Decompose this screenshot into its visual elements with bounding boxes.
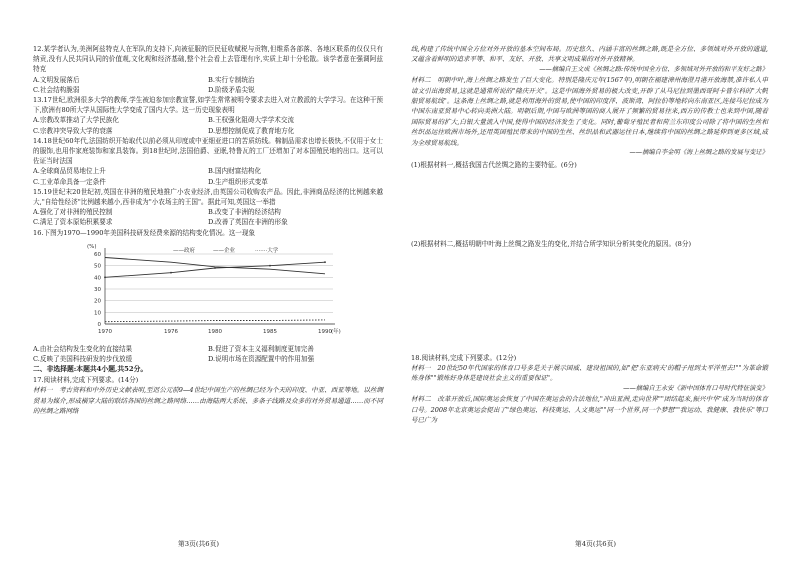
option-a: A.全球商品贸易地位上升: [33, 167, 106, 176]
option-d: D.说明市场在资源配置中的作用加强: [208, 355, 315, 364]
y-tick-label: 50: [94, 263, 101, 270]
question-18-stem: 18.阅读材料,完成下列要求。(12分): [411, 353, 517, 362]
section-heading: 二、非选择题:本题共4小题,共52分。: [33, 365, 148, 374]
series-point: [214, 267, 216, 269]
option-c: C.社会结构脆弱: [33, 85, 80, 94]
question-14-stem: 14.18世纪60年代,法国纺织开始取代以前必须从印度或中亚细亚进口的苦质纺线。棉制品需求也增长极快,不仅用于女士的服饰,也用作家庭装饰和家具装饰。到18世纪时,法国伯爵、亚眠,特鲁瓦的工厂还增加了对本国殖民地的出口。这可以佐证当时法国: [33, 136, 383, 166]
option-d: D.生产组织形式变革: [208, 177, 268, 186]
legend-entry: ·······大学: [255, 247, 279, 254]
series-point: [170, 272, 172, 274]
page-footer: 第4页(共6页): [574, 540, 617, 548]
x-tick-label: 1970: [98, 328, 112, 335]
option-d: D.阶级矛盾尖锐: [208, 85, 255, 94]
y-tick-label: 40: [94, 275, 101, 282]
answer-space-2: [411, 249, 768, 353]
question-15-options: [33, 207, 383, 227]
y-tick-label: 0: [97, 321, 101, 328]
question-16-stem: 16.下图为1970—1990年美国科技研发经费来源的结构变化情况。这一现象: [33, 228, 256, 237]
question-13-options: [33, 115, 383, 135]
option-b: B.国内财富结构化: [208, 167, 262, 176]
y-tick-label: 20: [94, 298, 101, 305]
material-2-source: ——摘编自李金明《海上丝绸之路的发展与变迁》: [629, 149, 768, 157]
option-b: B.改变了非洲的经济结构: [208, 208, 281, 217]
question-12-options: [33, 75, 383, 95]
y-tick-label: 10: [94, 310, 101, 317]
x-tick-label: 1980: [208, 328, 222, 335]
material-1-source: ——摘编自王文成《丝绸之路:传统中国全方位、多领域对外开放的和平友好之路》: [539, 65, 768, 73]
option-d: D.改善了英国在非洲的形象: [208, 218, 288, 227]
option-c: C.宗教冲突导致大学的衰落: [33, 126, 113, 135]
funding-line-chart: [33, 240, 363, 340]
question-17-part-2: (2)根据材料二,概括明朝中叶海上丝绸之路发生的变化,并结合所学知识分析其变化的原因。(8分): [411, 239, 692, 248]
y-tick-label: 60: [94, 251, 101, 258]
question-16-options: [33, 344, 383, 364]
answer-space-1: [411, 171, 768, 239]
question-18-source: ——摘编自王永安《新中国体育口号时代特征演变》: [623, 384, 768, 392]
question-14-options: [33, 166, 383, 186]
x-tick-label: 1990: [318, 328, 332, 335]
page-footer: 第3页(共6页): [177, 540, 220, 548]
series-line-2: [105, 262, 325, 277]
option-b: B.王权强化阻碍大学学术交流: [208, 116, 295, 125]
question-15-stem: 15.19世纪末20世纪初,英国在非洲的殖民地推广小农业经济,由英国公司收购农产品。因此,非洲商品经济的比例越来越大,"自给性经济"比例越来越小,西非成为"小农场主的王国"。据此可知,英国这一举措: [33, 187, 383, 207]
option-a: A.强化了对非洲的殖民控制: [33, 208, 113, 217]
option-a: A.文明发展落后: [33, 75, 80, 84]
page-4: [397, 0, 794, 562]
question-18-material-1: 材料一 20世纪50年代国家的体育口号多是关于展示国威、建设祖国的,如"把'东亚病夫'的帽子甩到太平洋里去!""为革命锻炼身体""锻炼好身体是建设社会主义的重要保证"。: [411, 364, 768, 383]
option-c: C.工业革命具备一定条件: [33, 177, 106, 186]
question-12-stem: 12.某学者认为,美洲阿兹特克人在军队的支持下,向被征服的臣民征收赋税与贡物,但维系各部落、各地区联系的仅仅只有纳贡,没有人民共同认同的价值观,文化观和经济基础,整个社会看上去管理有序,实质上却十分松散。该学者意在强调阿兹特克: [33, 45, 383, 74]
x-tick-label: 1985: [263, 328, 277, 335]
question-17-material-1: 材料一 考古资料和中外历史文献表明,至迟公元前9—4世纪中国生产的丝绸已经为个天的印度、中亚、西亚等地。以丝绸贸易为媒介,形成横穿大陆的联结各国的丝绸之路网络……由海陆两大系统、多条子线路及众多的对外贸易通道……而不同的丝绸之路网络: [33, 386, 383, 416]
option-b: B.实行专制统治: [208, 75, 255, 84]
legend-entry: ——政府: [173, 247, 196, 254]
series-line-3: [105, 320, 325, 322]
question-17-material-2: 材料二 明朝中叶,海上丝绸之路发生了巨大变化。特别是隆庆元年(1567年),明朝在福建漳州海澄月港开放海禁,准许私人申请文引出海贸易,这就是通常所说的"隆庆开关"。这是中国海外贸易的极大改变,开辟了从马尼拉到墨西哥阿卡普尔科的"大帆船贸易航线"。这条海上丝绸之路,就是利用海外的贸易,使中国的印度洋、波斯湾、阿拉伯等地转向东南亚区,连接马尼拉成为中国东南亚贸易中心转向美洲大陆。明朝后期,中国与欧洲等国的商人展开了频繁的贸易往来,西方的传教士也来到中国,随着国际贸易的扩大,白银大量流入中国,使得中国的经济发生了变化。同时,葡萄牙殖民者和荷兰东印度公司除了将中国的生丝和丝织品运往欧洲市场外,还用英国殖民带来的中国的生丝、丝织品和武器运往日本,继续将中国的丝绸之路延伸到更多区域,成为全球贸易航线。: [411, 76, 768, 147]
series-point: [324, 261, 326, 263]
option-a: A.宗教改革推动了大学民族化: [33, 116, 119, 125]
question-13-stem: 13.17世纪,欧洲很多大学的教师,学生被迫参加宗教宣誓,如学生常常被明令要求去进入对立教派的大学学习。在这种干预下,欧洲有80所大学从国际性大学变成了国内大学。这一历史现象表明: [33, 96, 383, 115]
y-axis-label: (%): [87, 243, 97, 250]
material-1-continued: 线,构建了传统中国全方位对外开放的基本空间布局。历史悠久、内涵丰富的丝绸之路,既是全方位、多领域对外开放的通道,又蕴含着鲜明的追求平等、和平、友好、开放、共享文明成果的对外开放精神。: [411, 45, 768, 64]
legend-entry: ——企业: [213, 247, 236, 254]
question-17-part-1: (1)根据材料一,概括我国古代丝绸之路的主要特征。(6分): [411, 161, 577, 170]
option-d: D.思想控制促成了教育地方化: [208, 126, 295, 135]
x-axis-label: (年): [331, 328, 341, 335]
option-a: A.由社会结构发生变化的直接结果: [33, 344, 133, 353]
option-c: C.满足了资本原始积累要求: [33, 218, 113, 227]
x-tick-label: 1976: [164, 328, 178, 335]
question-17-stem: 17.阅读材料,完成下列要求。(14分): [33, 376, 139, 385]
option-b: B.促进了资本主义福利制度更加完善: [208, 344, 314, 353]
y-tick-label: 30: [94, 286, 101, 293]
option-c: C.反映了美国科技研发的步伐放缓: [33, 355, 133, 364]
series-point: [269, 265, 271, 267]
series-point: [104, 276, 106, 278]
question-18-material-2: 材料二 改革开放后,国际奥运会恢复了中国在奥运会的合法地位,"冲出亚洲,走向世界""团结起来,振兴中华"成为当时的体育口号。2008年北京奥运会提出了"绿色奥运、科技奥运、人文奥运""同一个世界,同一个梦想""我运动、我健康、我快乐"等口号已广为: [411, 395, 768, 425]
